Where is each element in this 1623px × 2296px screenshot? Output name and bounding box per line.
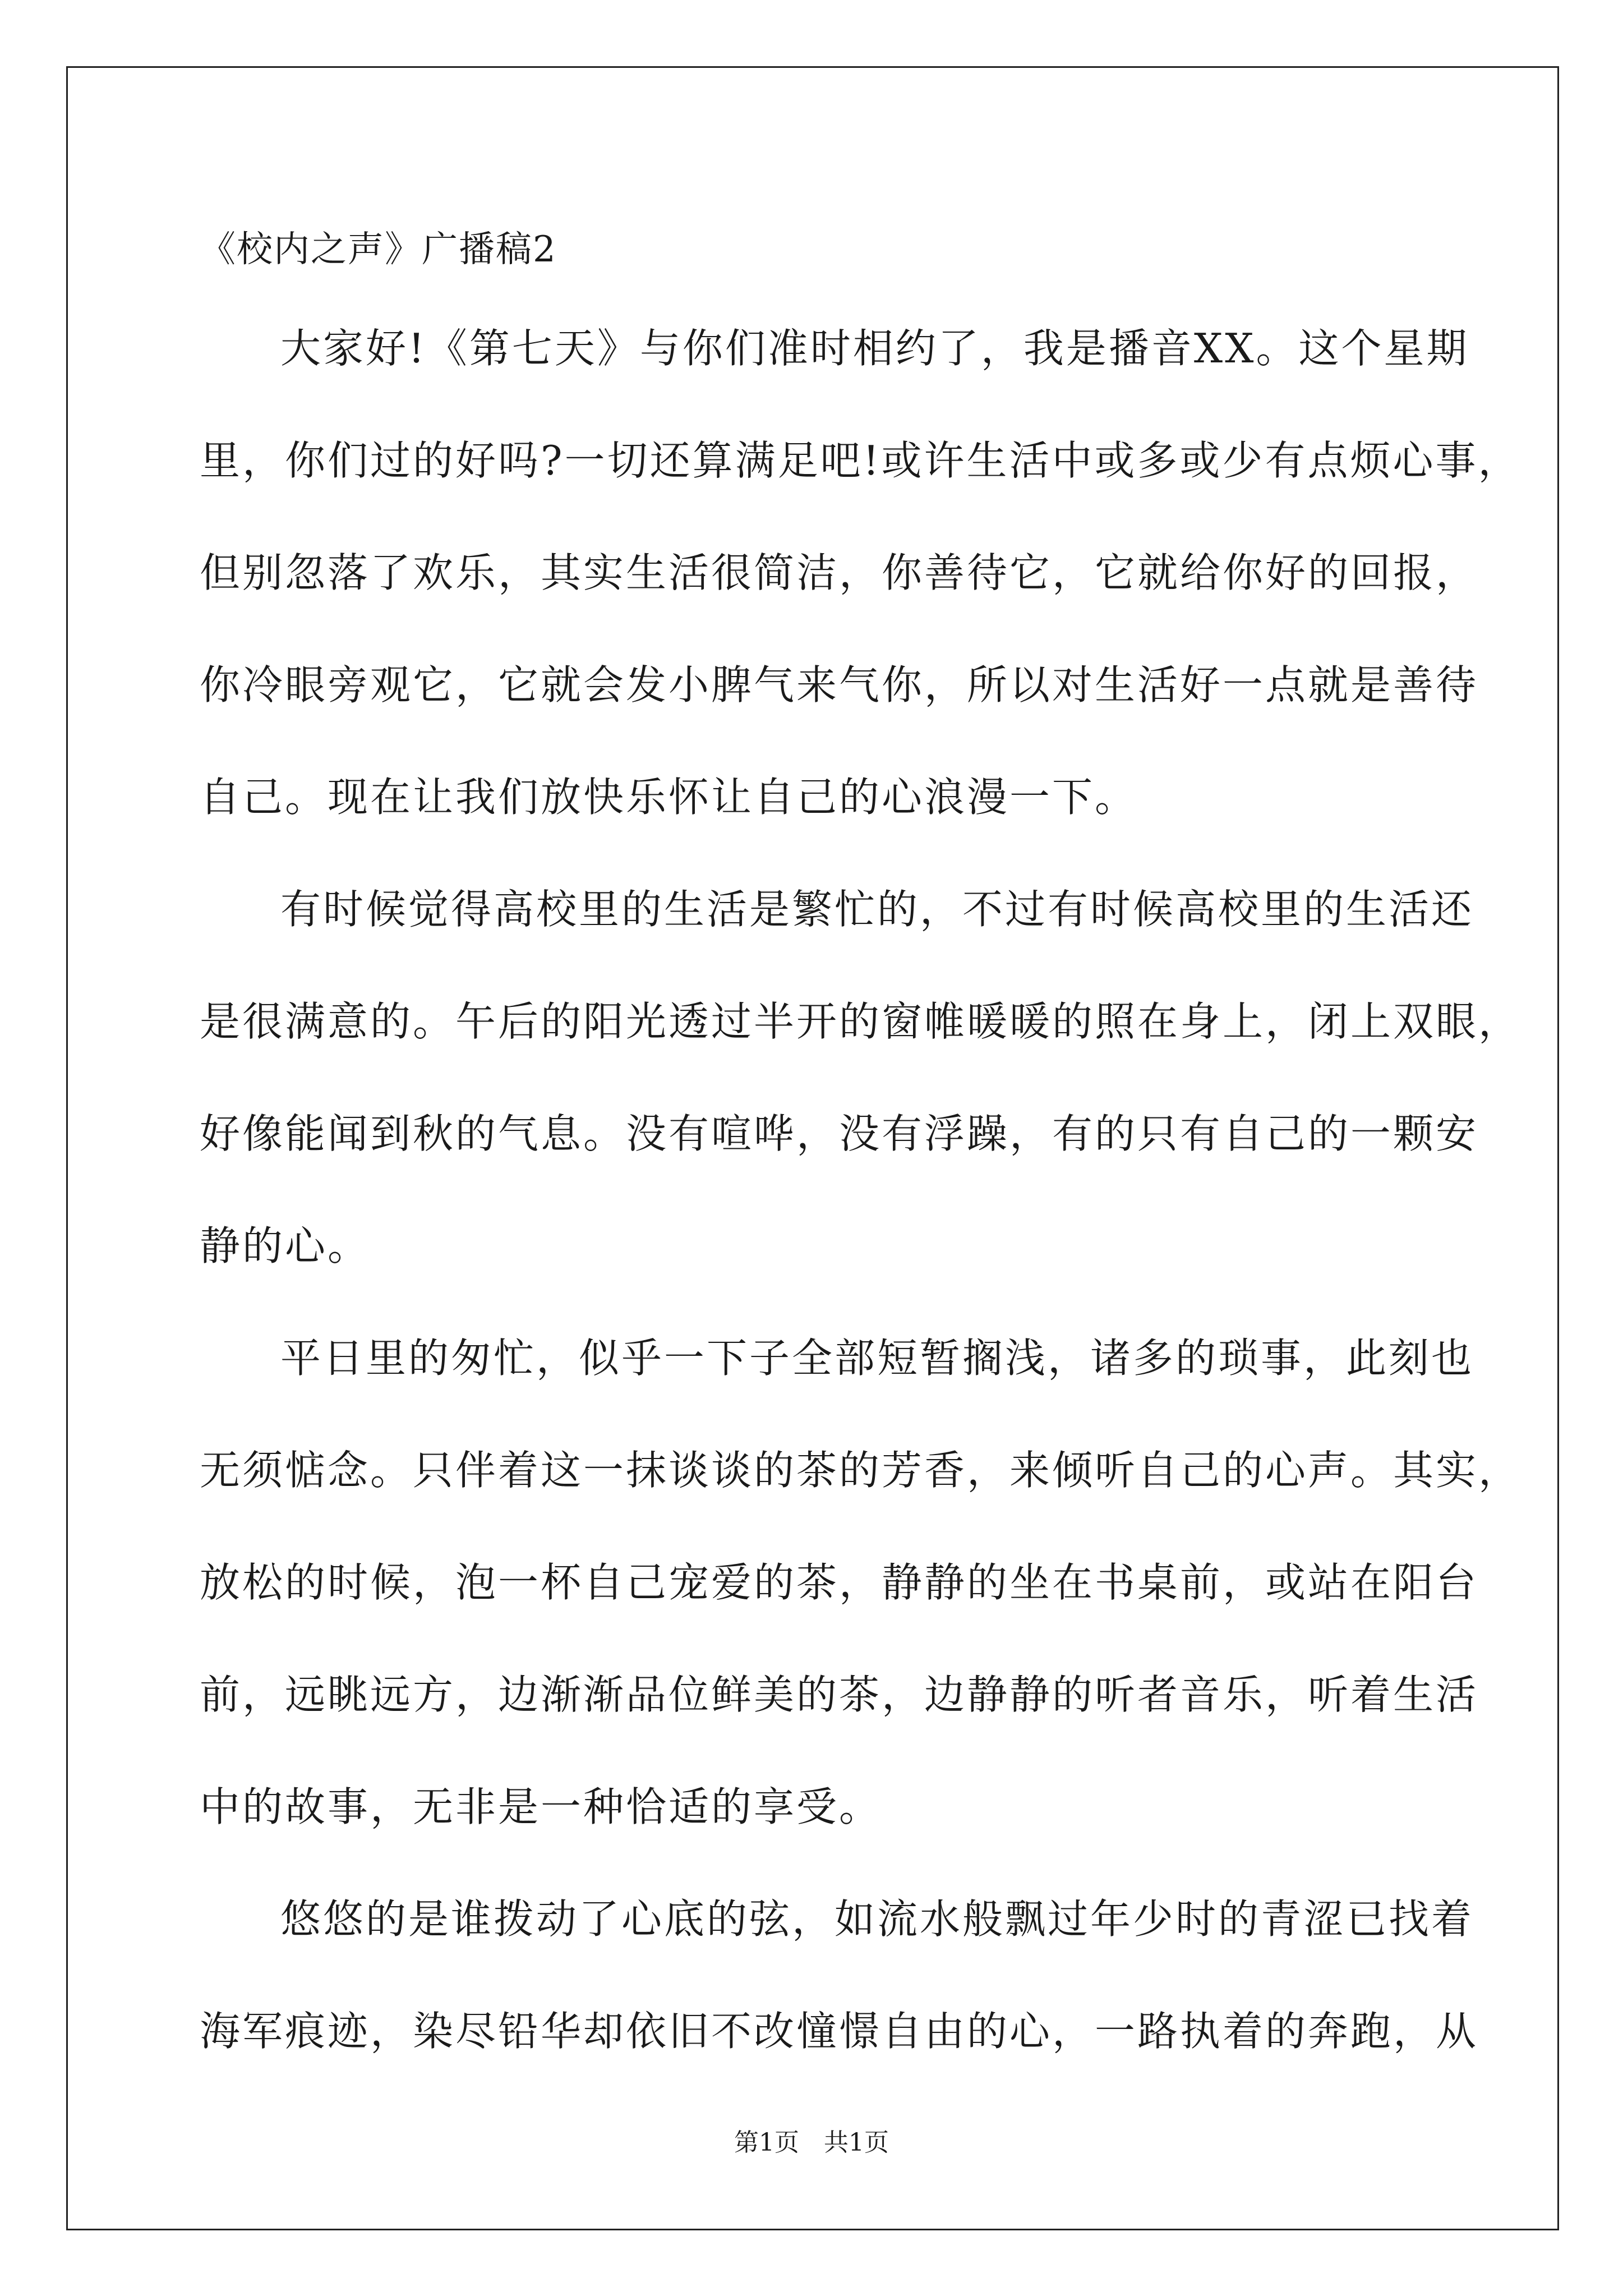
paragraph-line: 放松的时候，泡一杯自己宠爱的茶，静静的坐在书桌前，或站在阳台 xyxy=(200,1559,1479,1606)
page-footer: 第1页 共1页 xyxy=(734,2128,889,2157)
paragraph-line: 静的心。 xyxy=(200,1222,371,1269)
paragraph-line: 悠悠的是谁拨动了心底的弦，如流水般飘过年少时的青涩已找着 xyxy=(280,1895,1474,1943)
paragraph-line: 中的故事，无非是一种恰适的享受。 xyxy=(200,1783,882,1830)
paragraph-3 xyxy=(200,1330,1521,1835)
paragraph-line: 是很满意的。午后的阳光透过半开的窗帷暖暖的照在身上，闭上双眼， xyxy=(200,998,1521,1045)
paragraph-line: 自己。现在让我们放快乐怀让自己的心浪漫一下。 xyxy=(200,774,1138,821)
paragraph-line: 前，远眺远方，边渐渐品位鲜美的茶，边静静的听者音乐，听着生活 xyxy=(200,1671,1479,1718)
paragraph-line: 好像能闻到秋的气息。没有喧哗，没有浮躁，有的只有自己的一颗安 xyxy=(200,1110,1479,1157)
document-body xyxy=(200,222,1521,2059)
paragraph-line: 无须惦念。只伴着这一抹谈谈的茶的芳香，来倾听自己的心声。其实， xyxy=(200,1447,1521,1494)
paragraph-4 xyxy=(200,1891,1479,2059)
paragraph-line: 里，你们过的好吗?一切还算满足吧!或许生活中或多或少有点烦心事， xyxy=(200,437,1521,484)
paragraph-line: 有时候觉得高校里的生活是繁忙的，不过有时候高校里的生活还 xyxy=(280,886,1474,933)
paragraph-line: 但别忽落了欢乐，其实生活很简洁，你善待它，它就给你好的回报， xyxy=(200,549,1479,596)
paragraph-2 xyxy=(200,881,1521,1274)
paragraph-line: 你冷眼旁观它，它就会发小脾气来气你，所以对生活好一点就是善待 xyxy=(200,661,1479,708)
paragraph-line: 海军痕迹，染尽铅华却依旧不改憧憬自由的心，一路执着的奔跑，从 xyxy=(200,2008,1479,2055)
paragraph-1 xyxy=(200,320,1521,825)
paragraph-line: 平日里的匆忙，似乎一下子全部短暂搁浅，诸多的琐事，此刻也 xyxy=(280,1335,1474,1382)
document-title: 《校内之声》广播稿2 xyxy=(200,229,557,270)
paragraph-line: 大家好!《第七天》与你们准时相约了，我是播音XX。这个星期 xyxy=(280,325,1469,372)
